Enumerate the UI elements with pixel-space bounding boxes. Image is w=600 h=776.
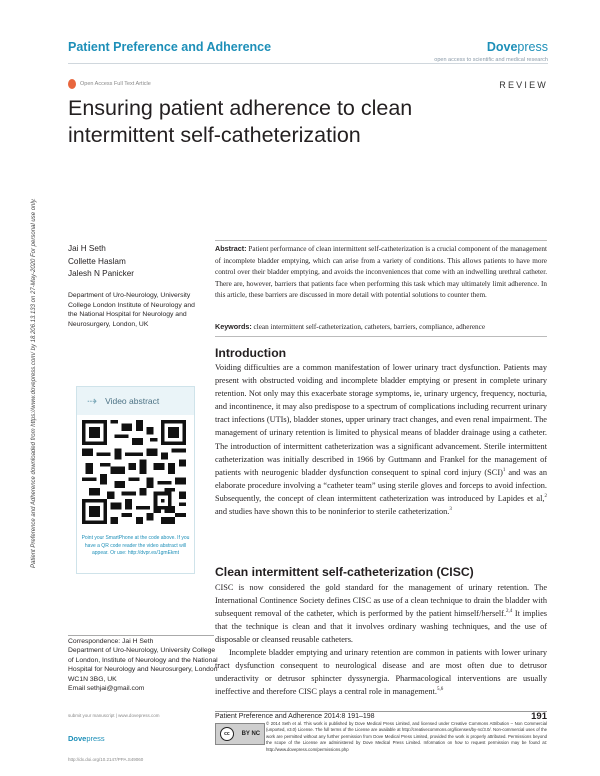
abstract-label: Abstract: <box>215 244 247 253</box>
footer-publisher-logo-part: press <box>86 734 105 743</box>
citation[interactable]: 5,6 <box>436 687 444 693</box>
keywords-label: Keywords: <box>215 322 252 331</box>
section-heading-cisc: Clean intermittent self-catheterization (CISC) <box>215 565 474 579</box>
download-notice-text: Patient Preference and Adherence downloaded from https://www.dovepress.com/ by 18.206.13.133 on 27-May-2020 For personal use only. <box>31 198 37 568</box>
abstract-text: Patient performance of clean intermittent self-catheterization is a crucial component of the management of incomplete bladder emptying, which can arise from a variety of conditions. This allows patients to have more control over their bladder emptying, and avoids the inconveniences that come with an indwelling urethral catheter. There are, however, barriers that patients face when performing this task which may ultimately limit adherence. In this article, these barriers are discussed in more detail with potential solutions to counter them. <box>215 245 547 300</box>
keywords-text: clean intermittent self-catheterization, catheters, barriers, compliance, adherence <box>253 323 486 331</box>
intro-text: Voiding difficulties are a common manifestation of lower urinary tract dysfunction. Patients may present with obstructed voiding and incomplete bladder emptying or present in complete urinary retention. Not only may this exacerbate storage symptoms, ie, urinary urgency, frequency, nocturia, and incontinence, it may also predispose to a spectrum of complications including recurrent urinary tract infections (UTIs), bladder stones, upper urinary tract changes, and even renal impairment. The management of urinary retention is limited to physical means of bladder drainage using a catheter. The introduction of intermittent catheterization was a significant advancement. Sterile intermittent catheterization was initially described in 1966 by Guttmann and Frankel for the management of patients with neurogenic bladder dysfunction consequent to spinal cord injury (SCI) <box>215 363 547 477</box>
video-abstract-label: Video abstract <box>105 396 160 406</box>
creative-commons-badge[interactable] <box>215 723 265 745</box>
cc-icon: cc <box>220 727 234 741</box>
cisc-paragraph <box>215 646 547 698</box>
article-title: Ensuring patient adherence to clean intermittent self-catheterization <box>68 96 413 147</box>
license-text: © 2014 Seth et al. This work is published by Dove Medical Press Limited, and licensed under Creative Commons Attribution – Non Commercial (unported, v3.0) License. The full terms of the License are available at http://creativecommons.org/licenses/by-nc/3.0/. Non-commercial uses of the work are permitted without any further permission from Dove Medical Press Limited, provided the work is properly attributed. Permissions beyond the scope of the License are administered by Dove Medical Press Limited. Information on how to request permission may be found at: http://www.dovepress.com/permissions.php <box>266 721 547 752</box>
cisc-text: It implies that the technique is clean and that it involves ordinary washing techniques, and the use of disposable or cleansed reusable catheters. <box>215 609 547 645</box>
correspondence-divider <box>68 635 214 636</box>
correspondence-email[interactable]: Email sethjai@gmail.com <box>68 685 145 693</box>
intro-text: and was an elaborate procedure involving a “catheter team” using sterile gloves and forceps to avoid infection. Subsequently, the concept of clean intermittent catheterization was introduced by Lapides et al, <box>215 467 547 503</box>
cisc-text: Incomplete bladder emptying and urinary retention are common in patients with lower urinary tract dysfunction consequent to neurological disease and are most often due to detrusor underactivity or detrusor sphincter dyssynergia. Pharmacological interventions are usually ineffective and therefore CISC plays a central role in management. <box>215 648 547 697</box>
cisc-paragraph <box>215 581 547 646</box>
publisher-logo-part: press <box>517 40 548 54</box>
cc-badge-text: BY NC <box>241 731 261 737</box>
section-heading-introduction: Introduction <box>215 346 287 360</box>
publisher-logo <box>487 40 548 54</box>
open-access-label <box>68 79 151 89</box>
abstract-paragraph <box>215 243 547 302</box>
author-name: Collette Haslam <box>68 256 126 266</box>
intro-text: and studies have shown this to be noninferior to sterile catheterization. <box>215 507 450 517</box>
correspondence-label: Correspondence: Jai H Seth <box>68 638 154 645</box>
footer-publisher-logo-part: Dove <box>68 734 87 743</box>
keywords-paragraph <box>215 321 547 334</box>
correspondence-block <box>68 637 218 693</box>
intro-paragraph <box>215 361 547 518</box>
video-abstract-box[interactable] <box>76 386 195 574</box>
abstract-bottom-divider <box>215 336 547 337</box>
footer-publisher-logo <box>68 734 105 743</box>
author-affiliation: Department of Uro-Neurology, University College London Institute of Neurology and the National Hospital for Neurology and Neurosurgery, London, UK <box>68 292 195 328</box>
cisc-text: CISC is now considered the gold standard for the management of urinary retention. The International Continence Society defines CISC as use of a clean technique to drain the bladder with subsequent removal of the catheter, which is performed by the patient himself/herself. <box>215 583 547 619</box>
download-notice <box>26 138 42 628</box>
submit-manuscript-link[interactable]: submit your manuscript | www.dovepress.com <box>68 713 160 718</box>
citation[interactable]: 3 <box>449 507 452 513</box>
arrow-right-icon: ⇢ <box>87 394 98 408</box>
doi-link[interactable]: http://dx.doi.org/10.2147/PPA.S49060 <box>68 757 144 762</box>
author-name: Jalesh N Panicker <box>68 269 134 278</box>
article-type: REVIEW <box>499 80 548 90</box>
footer-journal-citation: Patient Preference and Adherence 2014:8 191–198 <box>215 713 375 720</box>
footer-divider <box>215 711 547 712</box>
qr-code-icon[interactable] <box>82 420 186 524</box>
author-name: Jai H Seth <box>68 244 106 253</box>
correspondence-address: Department of Uro-Neurology, University College of London, Institute of Neurology and the National Hospital for Neurology and Neurosurgery, London WC1N 3BG, UK <box>68 647 218 683</box>
page-number: 191 <box>531 711 547 722</box>
video-abstract-header[interactable] <box>77 387 194 415</box>
journal-name: Patient Preference and Adherence <box>68 40 272 54</box>
publisher-logo-part: Dove <box>486 40 518 54</box>
header-divider <box>68 63 548 64</box>
citation[interactable]: 1 <box>502 467 506 473</box>
qr-code-caption: Point your SmartPhone at the code above. If you have a QR code reader the video abstract will appear. Or use: http://dvpr.es/1gmEkmt <box>81 535 190 556</box>
open-access-icon <box>68 79 76 89</box>
abstract-top-divider <box>215 240 547 241</box>
citation[interactable]: 2 <box>544 494 547 500</box>
open-access-text: Open Access Full Text Article <box>80 81 151 87</box>
publisher-tagline: open access to scientific and medical research <box>434 57 548 63</box>
author-list <box>68 243 134 281</box>
citation[interactable]: 2,4 <box>506 609 513 615</box>
